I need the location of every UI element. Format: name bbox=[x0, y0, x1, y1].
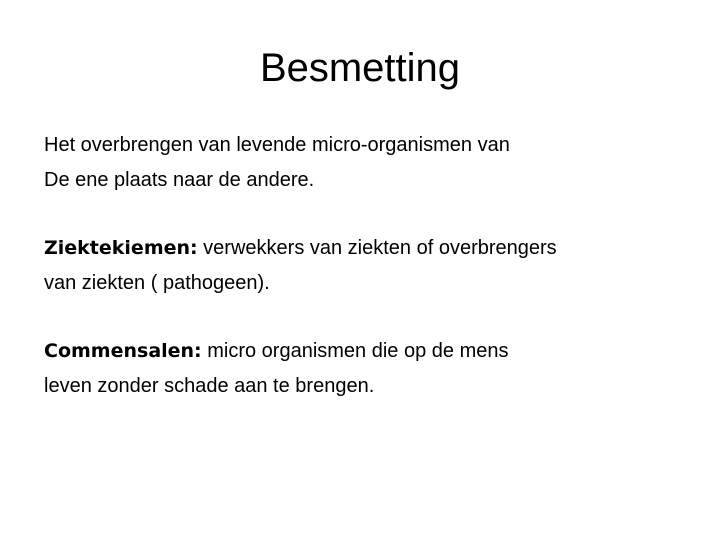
term-ziektekiemen: Ziektekiemen: bbox=[44, 237, 198, 259]
paragraph-commensalen bbox=[44, 334, 684, 404]
paragraph-line bbox=[44, 231, 684, 266]
paragraph-line: De ene plaats naar de andere. bbox=[44, 169, 315, 191]
paragraph-line: Het overbrengen van levende micro-organismen van bbox=[44, 134, 510, 156]
paragraph-line: leven zonder schade aan te brengen. bbox=[44, 375, 375, 397]
paragraph-line: van ziekten ( pathogeen). bbox=[44, 272, 270, 294]
paragraph-definition bbox=[44, 128, 684, 198]
slide-title: Besmetting bbox=[259, 46, 461, 90]
slide-body bbox=[44, 128, 684, 404]
paragraph-line bbox=[44, 334, 684, 369]
term-commensalen: Commensalen: bbox=[44, 340, 202, 362]
paragraph-ziektekiemen bbox=[44, 231, 684, 301]
term-definition: micro organismen die op de mens bbox=[201, 340, 509, 362]
term-definition: verwekkers van ziekten of overbrengers bbox=[197, 237, 557, 259]
